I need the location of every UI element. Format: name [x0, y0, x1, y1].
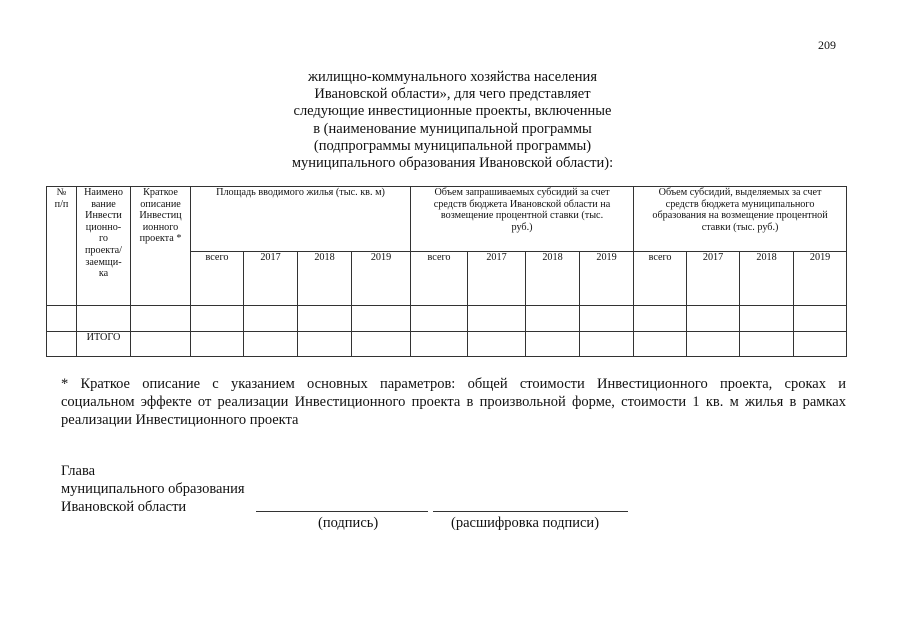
- table-cell: [794, 306, 847, 332]
- table-cell: [47, 306, 77, 332]
- subheader-year: 2018: [526, 252, 580, 306]
- signature-caption: (подпись): [318, 515, 379, 531]
- subheader-year: 2018: [740, 252, 794, 306]
- intro-line: следующие инвестиционные проекты, включенные: [293, 103, 612, 120]
- intro-line: жилищно-коммунального хозяйства населения: [307, 69, 597, 85]
- table-cell: [191, 332, 244, 357]
- signature-decoding-caption: (расшифровка подписи): [451, 515, 600, 531]
- subheader-total: всего: [411, 252, 468, 306]
- table-cell: [77, 306, 131, 332]
- header-number: № п/п: [47, 187, 77, 306]
- table-cell: [740, 306, 794, 332]
- intro-paragraph: [200, 69, 705, 172]
- table-cell: [244, 332, 298, 357]
- table-cell: [580, 306, 634, 332]
- table-cell: [411, 332, 468, 357]
- signer-title: Глава: [61, 463, 96, 479]
- table-cell: [794, 332, 847, 357]
- intro-line: (подпрограммы муниципальной программы): [313, 137, 592, 154]
- footnote: [61, 375, 846, 430]
- header-housing-area: Площадь вводимого жилья (тыс. кв. м): [191, 187, 411, 252]
- table-cell: [352, 306, 411, 332]
- subheader-year: 2017: [468, 252, 526, 306]
- footnote-line: социальном эффекте от реализации Инвестиционного проекта в произвольной форме, стоимости 1 кв. м жилья в рамках: [61, 394, 846, 411]
- subheader-year: 2018: [298, 252, 352, 306]
- signature-line: [256, 511, 428, 512]
- table-cell: [687, 306, 740, 332]
- intro-line: Ивановской области», для чего представляет: [314, 86, 591, 103]
- header-requested-subsidies: Объем запрашиваемых субсидий за счет средств бюджета Ивановской области на возмещение процентной ставки (тыс. руб.): [411, 187, 634, 252]
- table-cell: [131, 306, 191, 332]
- subheader-year: 2019: [352, 252, 411, 306]
- table-row: [47, 306, 847, 332]
- table-cell: [634, 332, 687, 357]
- signer-organization: муниципального образования: [61, 481, 245, 498]
- footnote-line: реализации Инвестиционного проекта: [61, 412, 299, 429]
- table-cell: [298, 332, 352, 357]
- table-cell: [191, 306, 244, 332]
- signer-region: Ивановской области: [61, 499, 187, 516]
- table-cell: [47, 332, 77, 357]
- subheader-total: всего: [191, 252, 244, 306]
- subheader-year: 2017: [244, 252, 298, 306]
- table-cell: [298, 306, 352, 332]
- header-short-description: Краткое описание Инвестиц ионного проекта *: [131, 187, 191, 306]
- signer-block: [61, 462, 261, 517]
- table-total-row: [47, 332, 847, 357]
- total-label: ИТОГО: [77, 332, 131, 357]
- table-cell: [740, 332, 794, 357]
- table-cell: [634, 306, 687, 332]
- signature-decoding-line: [433, 511, 628, 512]
- intro-line: в (наименование муниципальной программы: [313, 120, 592, 137]
- table-cell: [687, 332, 740, 357]
- subheader-total: всего: [634, 252, 687, 306]
- table-cell: [131, 332, 191, 357]
- header-allocated-subsidies: Объем субсидий, выделяемых за счет средств бюджета муниципального образования на возмещение процентной ставки (тыс. руб.): [634, 187, 847, 252]
- table-cell: [244, 306, 298, 332]
- subheader-year: 2017: [687, 252, 740, 306]
- table-cell: [526, 332, 580, 357]
- subheader-year: 2019: [580, 252, 634, 306]
- table-cell: [468, 306, 526, 332]
- header-project-name: Наимено вание Инвести ционно- го проекта/ заемщи- ка: [77, 187, 131, 306]
- table-cell: [411, 306, 468, 332]
- intro-line: муниципального образования Ивановской области):: [291, 155, 614, 172]
- table-cell: [352, 332, 411, 357]
- footnote-line: * Краткое описание с указанием основных параметров: общей стоимости Инвестиционного проекта, сроках и: [61, 376, 846, 392]
- table-cell: [526, 306, 580, 332]
- table-cell: [580, 332, 634, 357]
- table-cell: [468, 332, 526, 357]
- subheader-year: 2019: [794, 252, 847, 306]
- investment-projects-table: [46, 186, 847, 357]
- page-number: 209: [818, 38, 836, 52]
